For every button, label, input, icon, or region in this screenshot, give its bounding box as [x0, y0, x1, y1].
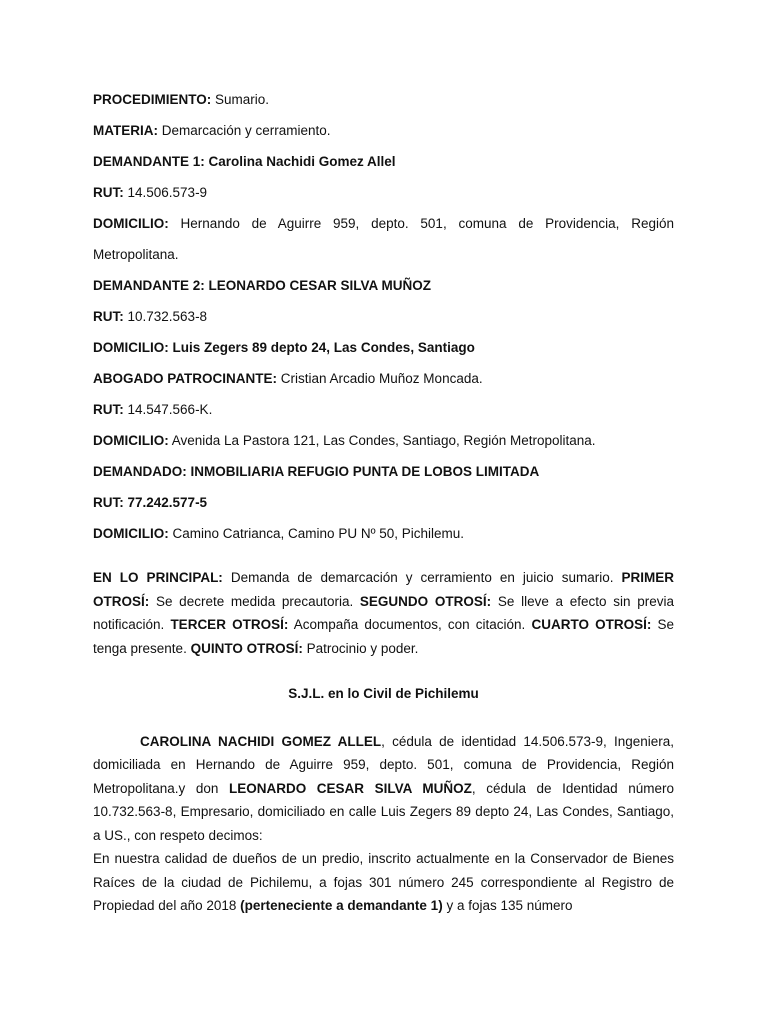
domicilio2-line [93, 332, 674, 363]
domicilio4-label: DOMICILIO: [93, 526, 169, 541]
rut3-value: 14.547.566-K. [123, 402, 213, 417]
demandante1-line [93, 146, 674, 177]
rut1-label: RUT: [93, 185, 124, 200]
abogado-label: ABOGADO PATROCINANTE: [93, 371, 277, 386]
materia-value: Demarcación y cerramiento. [158, 123, 331, 138]
cuarto-otrosi-text: Se tenga presente. [93, 617, 675, 656]
domicilio4-value: Camino Catrianca, Camino PU Nº 50, Pichilemu. [168, 526, 465, 541]
domicilio1-line [93, 208, 674, 270]
rut1-value: 14.506.573-9 [123, 185, 208, 200]
cuarto-otrosi-label: CUARTO OTROSÍ: [531, 617, 652, 632]
segundo-otrosi-text: Se lleve a efecto sin previa notificación. [93, 593, 674, 632]
demandante2-label: DEMANDANTE 2: [93, 278, 205, 293]
document-page [93, 84, 674, 918]
rut4-line [93, 487, 674, 518]
section-spacer [93, 549, 674, 566]
plaintiff2-details: , cédula de Identidad número 10.732.563-8, Empresario, domiciliado en calle Luis Zegers 89 depto 24, Las Condes, Santiago, a US., con respeto decimos: [93, 780, 675, 843]
rut2-line [93, 301, 674, 332]
property-note: (perteneciente a demandante 1) [240, 898, 443, 913]
materia-label: MATERIA: [93, 123, 158, 138]
procedimiento-line [93, 84, 674, 115]
rut3-line [93, 394, 674, 425]
domicilio1-value: Hernando de Aguirre 959, depto. 501, comuna de Providencia, Región Metropolitana. [93, 216, 674, 262]
demandante2-value: LEONARDO CESAR SILVA MUÑOZ [204, 278, 432, 293]
procedimiento-value: Sumario. [211, 92, 270, 107]
court-heading: S.J.L. en lo Civil de Pichilemu [288, 686, 479, 701]
principal-text: Demanda de demarcación y cerramiento en juicio sumario. [222, 570, 622, 585]
rut4-label: RUT: [93, 495, 124, 510]
primer-otrosi-label: PRIMER OTROSÍ: [93, 570, 675, 609]
body-paragraph-1 [93, 730, 674, 848]
quinto-otrosi-label: QUINTO OTROSÍ: [190, 640, 303, 656]
property-text: En nuestra calidad de dueños de un predio, inscrito actualmente en la Conservador de Bienes Raíces de la ciudad de Pichilemu, a fojas 301 número 245 correspondiente al Registro de Propiedad del año 2018 [93, 851, 674, 913]
rut2-label: RUT: [93, 309, 124, 324]
demandado-label: DEMANDADO: [93, 464, 187, 479]
domicilio2-label: DOMICILIO: [93, 340, 169, 355]
demandado-line [93, 456, 674, 487]
domicilio3-value: Avenida La Pastora 121, Las Condes, Santiago, Región Metropolitana. [168, 433, 596, 448]
domicilio1-label: DOMICILIO: [93, 216, 169, 231]
summary-paragraph [93, 566, 674, 660]
demandante1-value: Carolina Nachidi Gomez Allel [204, 154, 396, 169]
abogado-value: Cristian Arcadio Muñoz Moncada. [277, 371, 483, 386]
demandante1-label: DEMANDANTE 1: [93, 154, 205, 169]
domicilio3-label: DOMICILIO: [93, 433, 169, 448]
principal-label: EN LO PRINCIPAL: [93, 570, 223, 585]
demandado-value: INMOBILIARIA REFUGIO PUNTA DE LOBOS LIMITADA [186, 464, 540, 479]
primer-otrosi-text: Se decrete medida precautoria. [149, 593, 360, 609]
rut4-value: 77.242.577-5 [123, 495, 208, 510]
quinto-otrosi-text: Patrocinio y poder. [302, 640, 419, 656]
plaintiff1-name: CAROLINA NACHIDI GOMEZ ALLEL [140, 733, 382, 749]
property-text-cont: y a fojas 135 número [442, 898, 573, 913]
tercer-otrosi-text: Acompaña documentos, con citación. [288, 617, 532, 632]
segundo-otrosi-label: SEGUNDO OTROSÍ: [359, 593, 492, 609]
tercer-otrosi-label: TERCER OTROSÍ: [170, 617, 289, 632]
plaintiff2-name: LEONARDO CESAR SILVA MUÑOZ [228, 780, 472, 796]
domicilio3-line [93, 425, 674, 456]
body-paragraph-2 [93, 847, 674, 918]
domicilio4-line [93, 518, 674, 549]
procedimiento-label: PROCEDIMIENTO: [93, 92, 212, 107]
plaintiff1-details: , cédula de identidad 14.506.573-9, Ingeniera, domiciliada en Hernando de Aguirre 959, depto. 501, comuna de Providencia, Región Metropolitana.y don [93, 733, 675, 796]
rut1-line [93, 177, 674, 208]
rut3-label: RUT: [93, 402, 124, 417]
materia-line [93, 115, 674, 146]
demandante2-line [93, 270, 674, 301]
domicilio2-value: Luis Zegers 89 depto 24, Las Condes, Santiago [168, 340, 475, 355]
abogado-line [93, 363, 674, 394]
rut2-value: 10.732.563-8 [123, 309, 208, 324]
